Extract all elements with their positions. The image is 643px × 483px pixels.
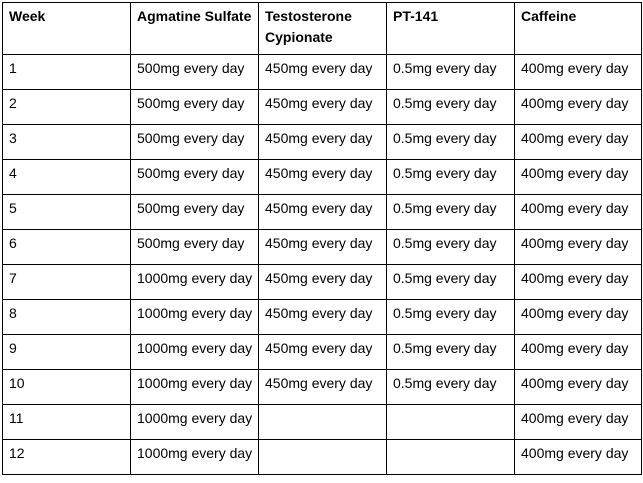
agmatine-sulfate-cell: 500mg every day — [131, 55, 259, 90]
pt-141-cell: 0.5mg every day — [387, 300, 515, 335]
agmatine-sulfate-cell: 1000mg every day — [131, 335, 259, 370]
testosterone-cypionate-cell: 450mg every day — [259, 90, 387, 125]
week-cell: 2 — [3, 90, 131, 125]
pt-141-cell: 0.5mg every day — [387, 370, 515, 405]
pt-141-cell: 0.5mg every day — [387, 230, 515, 265]
agmatine-sulfate-cell: 500mg every day — [131, 195, 259, 230]
caffeine-cell: 400mg every day — [515, 55, 642, 90]
caffeine-cell: 400mg every day — [515, 335, 642, 370]
table-row — [3, 90, 642, 125]
week-cell: 11 — [3, 405, 131, 440]
week-cell: 7 — [3, 265, 131, 300]
header-week: Week — [3, 3, 131, 55]
caffeine-cell: 400mg every day — [515, 160, 642, 195]
table-row — [3, 405, 642, 440]
dosage-schedule-table — [2, 2, 642, 475]
table-row — [3, 160, 642, 195]
caffeine-cell: 400mg every day — [515, 405, 642, 440]
testosterone-cypionate-cell: 450mg every day — [259, 265, 387, 300]
pt-141-cell: 0.5mg every day — [387, 125, 515, 160]
week-cell: 12 — [3, 440, 131, 475]
agmatine-sulfate-cell: 1000mg every day — [131, 370, 259, 405]
caffeine-cell: 400mg every day — [515, 440, 642, 475]
testosterone-cypionate-cell: 450mg every day — [259, 370, 387, 405]
caffeine-cell: 400mg every day — [515, 370, 642, 405]
table-row — [3, 265, 642, 300]
testosterone-cypionate-cell: 450mg every day — [259, 160, 387, 195]
header-testosterone-cypionate: Testosterone Cypionate — [259, 3, 387, 55]
testosterone-cypionate-cell: 450mg every day — [259, 300, 387, 335]
pt-141-cell — [387, 405, 515, 440]
agmatine-sulfate-cell: 1000mg every day — [131, 440, 259, 475]
testosterone-cypionate-cell: 450mg every day — [259, 55, 387, 90]
pt-141-cell: 0.5mg every day — [387, 55, 515, 90]
agmatine-sulfate-cell: 500mg every day — [131, 160, 259, 195]
header-row — [3, 3, 642, 55]
caffeine-cell: 400mg every day — [515, 195, 642, 230]
week-cell: 4 — [3, 160, 131, 195]
table-row — [3, 335, 642, 370]
caffeine-cell: 400mg every day — [515, 125, 642, 160]
agmatine-sulfate-cell: 500mg every day — [131, 125, 259, 160]
testosterone-cypionate-cell — [259, 440, 387, 475]
header-caffeine: Caffeine — [515, 3, 642, 55]
table-row — [3, 125, 642, 160]
caffeine-cell: 400mg every day — [515, 265, 642, 300]
testosterone-cypionate-cell — [259, 405, 387, 440]
agmatine-sulfate-cell: 1000mg every day — [131, 405, 259, 440]
week-cell: 10 — [3, 370, 131, 405]
pt-141-cell: 0.5mg every day — [387, 265, 515, 300]
header-pt-141: PT-141 — [387, 3, 515, 55]
table-row — [3, 440, 642, 475]
table-row — [3, 230, 642, 265]
testosterone-cypionate-cell: 450mg every day — [259, 195, 387, 230]
caffeine-cell: 400mg every day — [515, 300, 642, 335]
pt-141-cell: 0.5mg every day — [387, 90, 515, 125]
week-cell: 9 — [3, 335, 131, 370]
week-cell: 1 — [3, 55, 131, 90]
testosterone-cypionate-cell: 450mg every day — [259, 125, 387, 160]
table-row — [3, 300, 642, 335]
week-cell: 6 — [3, 230, 131, 265]
caffeine-cell: 400mg every day — [515, 90, 642, 125]
week-cell: 8 — [3, 300, 131, 335]
pt-141-cell: 0.5mg every day — [387, 160, 515, 195]
header-agmatine-sulfate: Agmatine Sulfate — [131, 3, 259, 55]
caffeine-cell: 400mg every day — [515, 230, 642, 265]
week-cell: 3 — [3, 125, 131, 160]
agmatine-sulfate-cell: 1000mg every day — [131, 265, 259, 300]
agmatine-sulfate-cell: 500mg every day — [131, 230, 259, 265]
testosterone-cypionate-cell: 450mg every day — [259, 230, 387, 265]
agmatine-sulfate-cell: 500mg every day — [131, 90, 259, 125]
pt-141-cell: 0.5mg every day — [387, 195, 515, 230]
pt-141-cell — [387, 440, 515, 475]
table-row — [3, 370, 642, 405]
table-row — [3, 195, 642, 230]
table-body — [3, 55, 642, 475]
agmatine-sulfate-cell: 1000mg every day — [131, 300, 259, 335]
testosterone-cypionate-cell: 450mg every day — [259, 335, 387, 370]
pt-141-cell: 0.5mg every day — [387, 335, 515, 370]
table-row — [3, 55, 642, 90]
week-cell: 5 — [3, 195, 131, 230]
